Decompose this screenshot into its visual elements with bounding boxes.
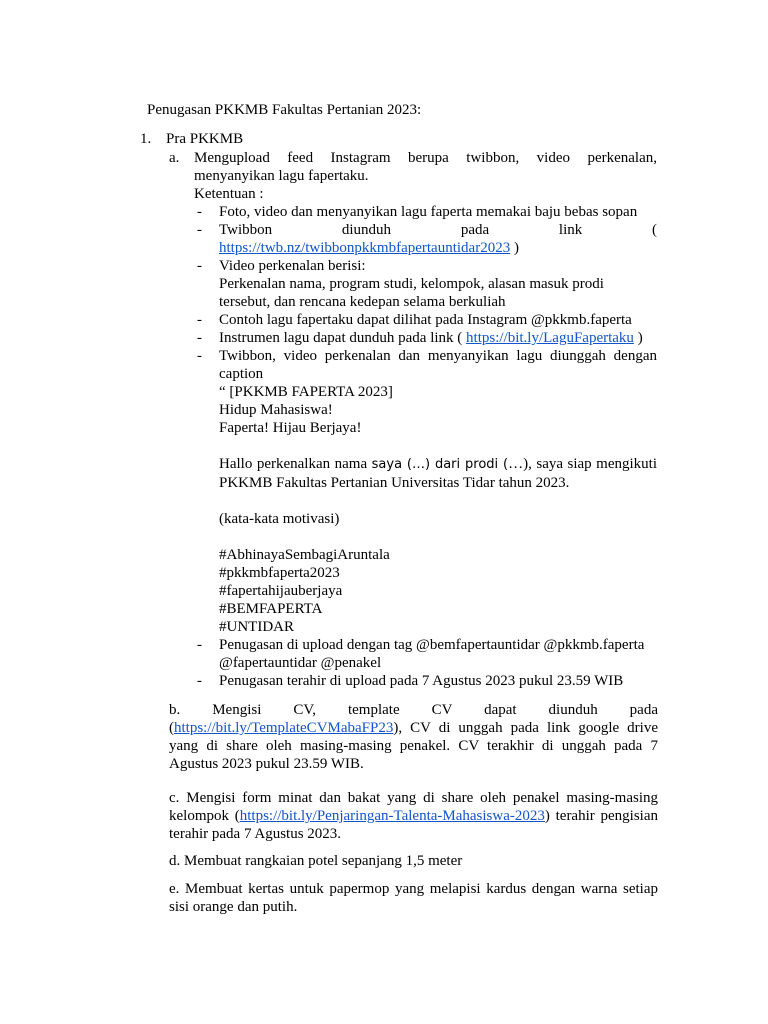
list-item bbox=[194, 257, 657, 311]
bullet-text: Foto, video dan menyanyikan lagu faperta memakai baju bebas sopan bbox=[219, 204, 638, 220]
bullet-detail: Perkenalan nama, program studi, kelompok, alasan masuk prodi tersebut, dan rencana kedepan selama berkuliah bbox=[219, 276, 604, 310]
twibbon-link[interactable]: https://twb.nz/twibbonpkkmbfapertauntidar2023 bbox=[219, 240, 511, 256]
bullet-dash: - bbox=[197, 258, 202, 274]
list-item bbox=[194, 203, 657, 221]
list-item bbox=[194, 347, 657, 636]
bullet-text: Video perkenalan berisi: bbox=[219, 258, 366, 274]
bullet-text: Twibbon diunduh pada link ( bbox=[219, 222, 657, 238]
caption-line: Hidup Mahasiswa! bbox=[219, 402, 333, 418]
hashtag: #AbhinayaSembagiAruntala bbox=[219, 547, 390, 563]
link-close-paren: ) bbox=[513, 240, 519, 256]
list-item bbox=[194, 221, 657, 257]
caption-line: “ [PKKMB FAPERTA 2023] bbox=[219, 384, 393, 400]
item-e-paragraph: e. Membuat kertas untuk papermop yang melapisi kardus dengan warna setiap sisi orange dan putih. bbox=[169, 881, 658, 915]
caption-motivation: (kata-kata motivasi) bbox=[219, 511, 340, 527]
link-close-paren: ) bbox=[637, 330, 643, 346]
list-item bbox=[194, 329, 657, 347]
list-item bbox=[194, 672, 657, 690]
bullet-text: Twibbon, video perkenalan dan menyanyikan lagu diunggah dengan caption bbox=[219, 348, 657, 382]
hashtag: #fapertahijauberjaya bbox=[219, 583, 343, 599]
list-item bbox=[194, 636, 657, 672]
caption-line: Faperta! Hijau Berjaya! bbox=[219, 420, 362, 436]
caption-block bbox=[219, 383, 657, 636]
section-number: 1. bbox=[140, 131, 152, 147]
item-a-marker: a. bbox=[169, 150, 180, 166]
instrumen-link[interactable]: https://bit.ly/LaguFapertaku bbox=[466, 330, 634, 346]
section-title: Pra PKKMB bbox=[166, 131, 244, 147]
bullet-dash: - bbox=[197, 673, 202, 689]
item-c-paragraph: c. Mengisi form minat dan bakat yang di share oleh penakel masing-masing kelompok (https://bit.ly/Penjaringan-Talenta-Mahasiswa-2023) terahir pengisian terahir pada 7 Agustus 2023. bbox=[169, 790, 658, 842]
list-item bbox=[194, 311, 657, 329]
template-cv-link[interactable]: https://bit.ly/TemplateCVMabaFP23 bbox=[174, 720, 394, 736]
bullet-text: Instrumen lagu dapat dunduh pada link ( bbox=[219, 330, 463, 346]
document-heading: Penugasan PKKMB Fakultas Pertanian 2023: bbox=[147, 102, 422, 118]
bullet-dash: - bbox=[197, 204, 202, 220]
bullet-text: Penugasan di upload dengan tag @bemfapertauntidar @pkkmb.faperta @fapertauntidar @penakel bbox=[219, 637, 645, 671]
bullet-text: Penugasan terahir di upload pada 7 Agustus 2023 pukul 23.59 WIB bbox=[219, 673, 624, 689]
hashtag: #pkkmbfaperta2023 bbox=[219, 565, 340, 581]
bullet-text: Contoh lagu fapertaku dapat dilihat pada Instagram @pkkmb.faperta bbox=[219, 312, 632, 328]
bullet-dash: - bbox=[197, 348, 202, 364]
bullet-dash: - bbox=[197, 222, 202, 238]
hashtag: #BEMFAPERTA bbox=[219, 601, 323, 617]
item-a-text: Mengupload feed Instagram berupa twibbon, video perkenalan, menyanyikan lagu fapertaku. bbox=[194, 150, 657, 184]
item-d-paragraph: d. Membuat rangkaian potel sepanjang 1,5 meter bbox=[169, 853, 463, 869]
penjaringan-talenta-link[interactable]: https://bit.ly/Penjaringan-Talenta-Mahasiswa-2023 bbox=[239, 808, 545, 824]
ketentuan-label: Ketentuan : bbox=[194, 186, 264, 202]
item-b-paragraph: b. Mengisi CV, template CV dapat diunduh pada (https://bit.ly/TemplateCVMabaFP23), CV di unggah pada link google drive yang di share oleh masing-masing penakel. CV terakhir di unggah pada 7 Agustus 2023 pukul 23.59 WIB. bbox=[169, 702, 658, 772]
hashtag: #UNTIDAR bbox=[219, 619, 294, 635]
bullet-dash: - bbox=[197, 637, 202, 653]
caption-intro: Hallo perkenalkan nama saya (…) dari prodi (…), saya siap mengikuti PKKMB Fakultas Pertanian Universitas Tidar tahun 2023. bbox=[219, 456, 658, 491]
bullet-dash: - bbox=[197, 330, 202, 346]
ketentuan-list bbox=[194, 203, 657, 690]
bullet-dash: - bbox=[197, 312, 202, 328]
